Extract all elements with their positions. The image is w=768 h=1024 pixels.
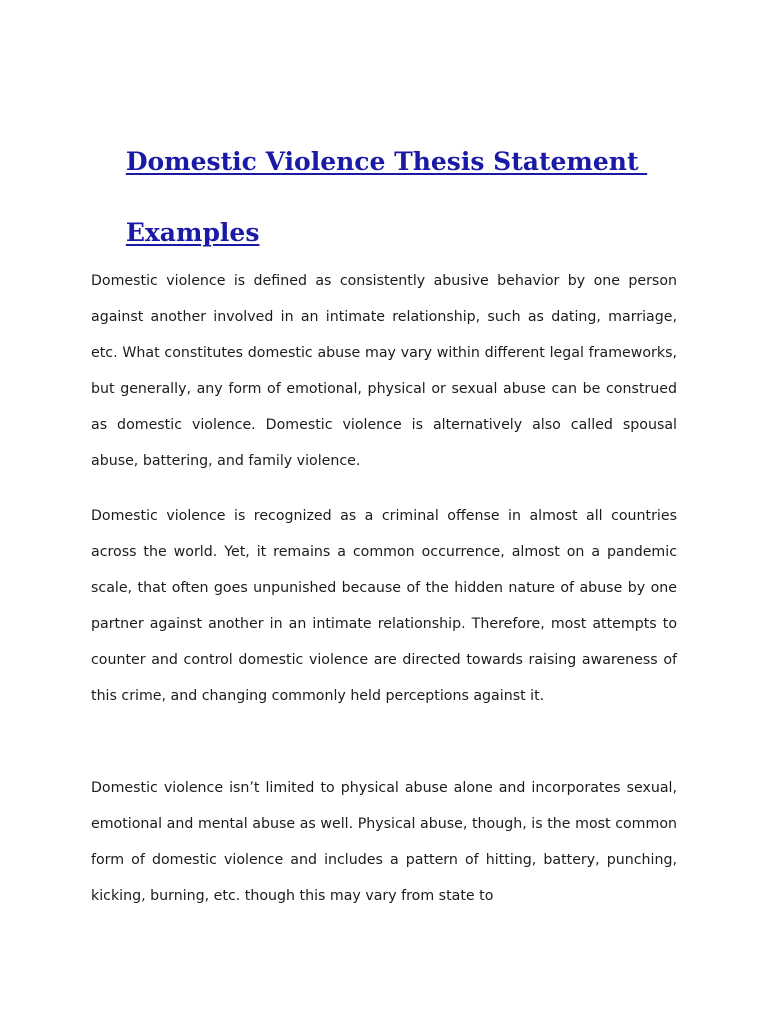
document-title-link-continued[interactable]: Examples	[125, 218, 260, 247]
body-paragraph-1: Domestic violence is defined as consistently abusive behavior by one person against another involved in an intimate relationship, such as dating, marriage, etc. What constitutes domestic abuse may vary within different legal frameworks, but generally, any form of emotional, physical or sexual abuse can be construed as domestic violence. Domestic violence is alternatively also called spousal abuse, battering, and family violence.	[91, 273, 677, 469]
body-paragraph-3: Domestic violence isn’t limited to physical abuse alone and incorporates sexual, emotional and mental abuse as well. Physical abuse, though, is the most common form of domestic violence and includes a pattern of hitting, battery, punching, kicking, burning, etc. though this may vary from state to	[91, 780, 677, 904]
body-paragraph-2: Domestic violence is recognized as a criminal offense in almost all countries across the world. Yet, it remains a common occurrence, almost on a pandemic scale, that often goes unpunished because of the hidden nature of abuse by one partner against another in an intimate relationship. Therefore, most attempts to counter and control domestic violence are directed towards raising awareness of this crime, and changing commonly held perceptions against it.	[91, 508, 677, 704]
document-title-link[interactable]: Domestic Violence Thesis Statement	[125, 147, 648, 176]
